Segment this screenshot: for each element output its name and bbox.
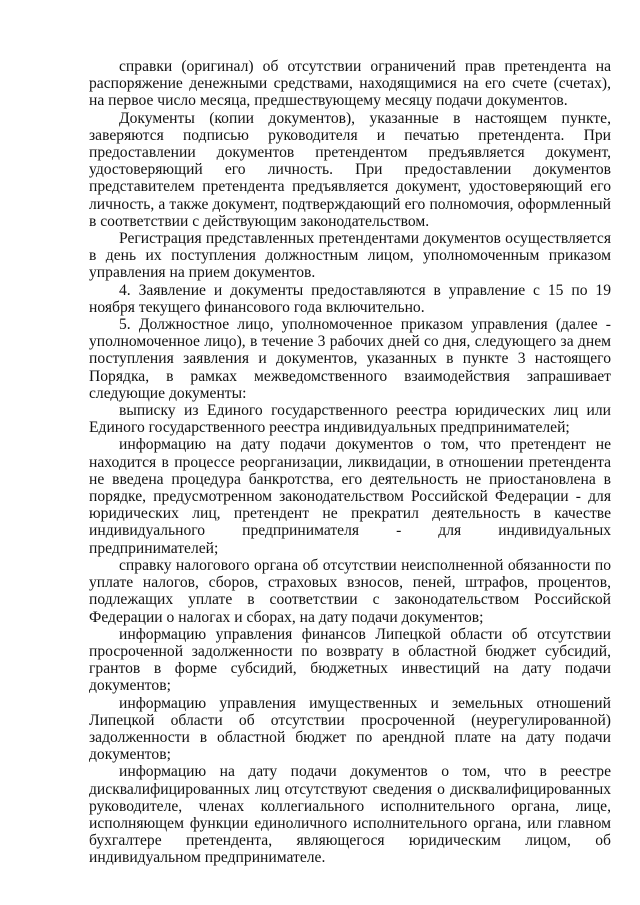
- paragraph-finance-debt-info: информацию управления финансов Липецкой области об отсутствии просроченной задолженности по возврату в областной бюджет субсидий, грантов в форме субсидий, бюджетных инвестиций на дату подачи документов;: [89, 625, 611, 695]
- paragraph-registry-extract: выписку из Единого государственного реестра юридических лиц или Единого государственного реестра индивидуальных предпринимателей;: [89, 402, 611, 437]
- paragraph-property-debt-info: информацию управления имущественных и земельных отношений Липецкой области об отсутствии просроченной (неурегулированной) задолженности в областной бюджет по арендной плате на дату подачи документов;: [89, 694, 611, 764]
- paragraph-disqualified-persons-info: информацию на дату подачи документов о том, что в реестре дисквалифицированных лиц отсутствуют сведения о дисквалифицированных руководителе, членах коллегиального исполнительного органа, лице, исполняющем функции единоличного исполнительного органа, или главном бухгалтере претендента, являющегося юридическим лицом, об индивидуальном предпринимателе.: [89, 763, 611, 867]
- paragraph-tax-certificate: справку налогового органа об отсутствии неисполненной обязанности по уплате налогов, сборов, страховых взносов, пеней, штрафов, процентов, подлежащих уплате в соответствии с законодательством Российской Федерации о налогах и сборах, на дату подачи документов;: [89, 556, 611, 626]
- paragraph-registration: Регистрация представленных претендентами документов осуществляется в день их поступления должностным лицом, уполномоченным приказом управления на прием документов.: [89, 230, 611, 282]
- paragraph-document-copies: Документы (копии документов), указанные в настоящем пункте, заверяются подписью руководителя и печатью претендента. При предоставлении документов претендентом предъявляется документ, удостоверяющий его личность. При предоставлении документов представителем претендента предъявляется документ, удостоверяющий его личность, а также документ, подтверждающий его полномочия, оформленный в соответствии с действующим законодательством.: [89, 109, 611, 230]
- paragraph-bank-account-certificate: справки (оригинал) об отсутствии ограничений прав претендента на распоряжение денежными средствами, находящимися на его счете (счетах), на первое число месяца, предшествующему месяцу подачи документов.: [89, 58, 611, 110]
- document-page: [89, 58, 611, 867]
- paragraph-item-5: 5. Должностное лицо, уполномоченное приказом управления (далее - уполномоченное лицо), в течение 3 рабочих дней со дня, следующего за днем поступления заявления и документов, указанных в пункте 3 настоящего Порядка, в рамках межведомственного взаимодействия запрашивает следующие документы:: [89, 316, 611, 402]
- paragraph-item-4: 4. Заявление и документы предоставляются в управление с 15 по 19 ноября текущего финансового года включительно.: [89, 281, 611, 316]
- paragraph-reorganization-info: информацию на дату подачи документов о том, что претендент не находится в процессе реорганизации, ликвидации, в отношении претендента не введена процедура банкротства, его деятельность не приостановлена в порядке, предусмотренном законодательством Российской Федерации - для юридических лиц, претендент не прекратил деятельность в качестве индивидуального предпринимателя - для индивидуальных предпринимателей;: [89, 436, 611, 557]
